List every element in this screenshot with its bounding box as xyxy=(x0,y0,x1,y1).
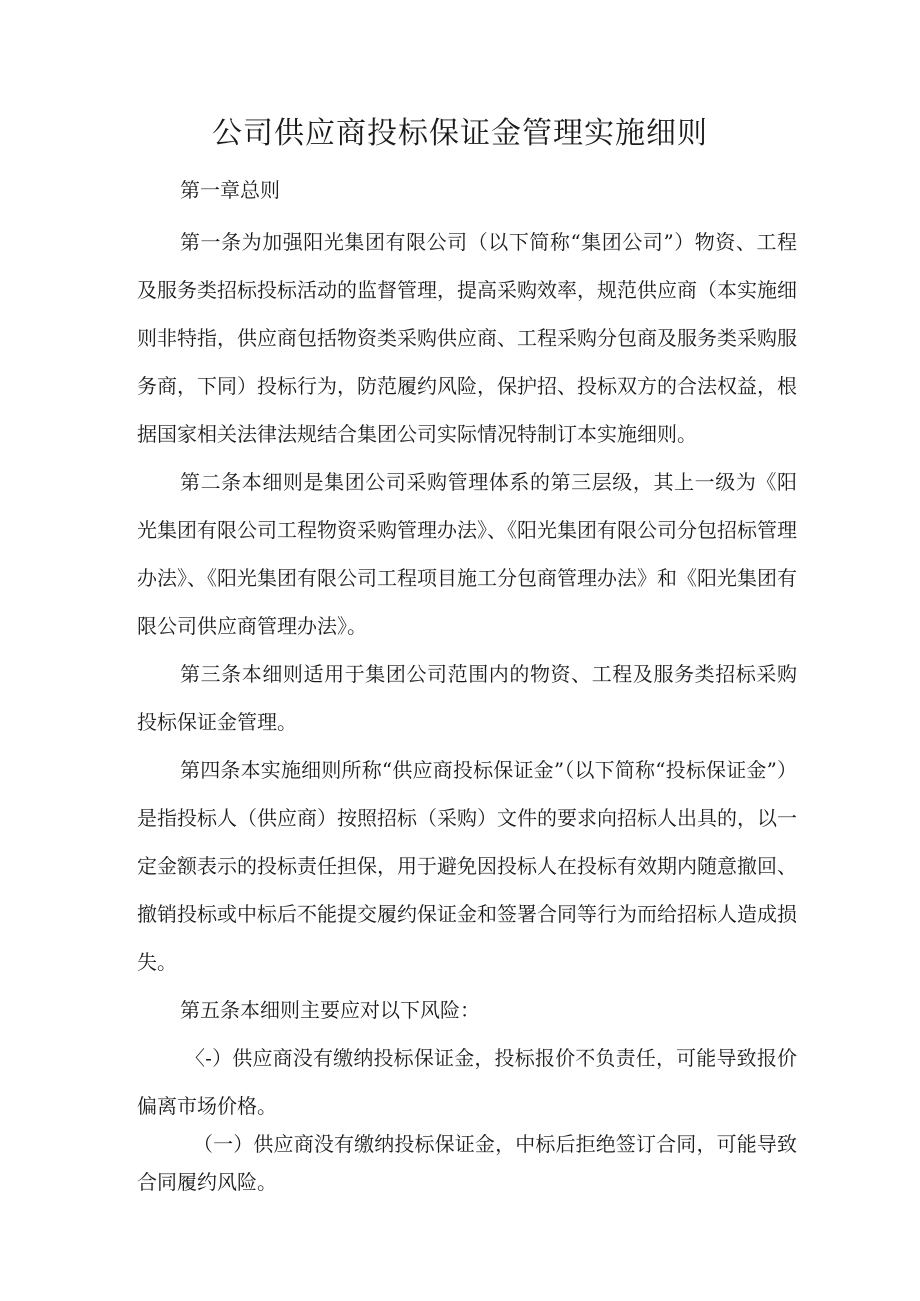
risk-item-2-paragraph: （一）供应商没有缴纳投标保证金，中标后拒绝签订合同，可能导致合同履约风险。 xyxy=(137,1132,797,1194)
risk-item-1-paragraph: 〈-）供应商没有缴纳投标保证金，投标报价不负责任，可能导致报价偏离市场价格。 xyxy=(137,1046,797,1118)
article-1-paragraph: 第一条为加强阳光集团有限公司（以下简称“集团公司”）物资、工程及服务类招标投标活动的监督管理，提高采购效率，规范供应商（本实施细则非特指，供应商包括物资类采购供应商、工程采购分包商及服务类采购服务商，下同）投标行为，防范履约风险，保护招、投标双方的合法权益，根据国家相关法律法规结合集团公司实际情况特制订本实施细则。 xyxy=(137,230,797,446)
article-3-paragraph: 第三条本细则适用于集团公司范围内的物资、工程及服务类招标采购投标保证金管理。 xyxy=(137,662,797,734)
chapter-heading: 第一章总则 xyxy=(180,178,280,202)
article-5-paragraph: 第五条本细则主要应对以下风险： xyxy=(180,998,480,1022)
article-4-paragraph: 第四条本实施细则所称“供应商投标保证金”（以下简称“投标保证金”）是指投标人（供应商）按照招标（采购）文件的要求向招标人出具的，以一定金额表示的投标责任担保，用于避免因投标人在投标有效期内随意撤回、撤销投标或中标后不能提交履约保证金和签署合同等行为而给招标人造成损失。 xyxy=(137,758,797,974)
document-title: 公司供应商投标保证金管理实施细则 xyxy=(212,116,708,151)
article-2-paragraph: 第二条本细则是集团公司采购管理体系的第三层级，其上一级为《阳光集团有限公司工程物资采购管理办法》、《阳光集团有限公司分包招标管理办法》、《阳光集团有限公司工程项目施工分包商管理办法》和《阳光集团有限公司供应商管理办法》。 xyxy=(137,470,797,638)
